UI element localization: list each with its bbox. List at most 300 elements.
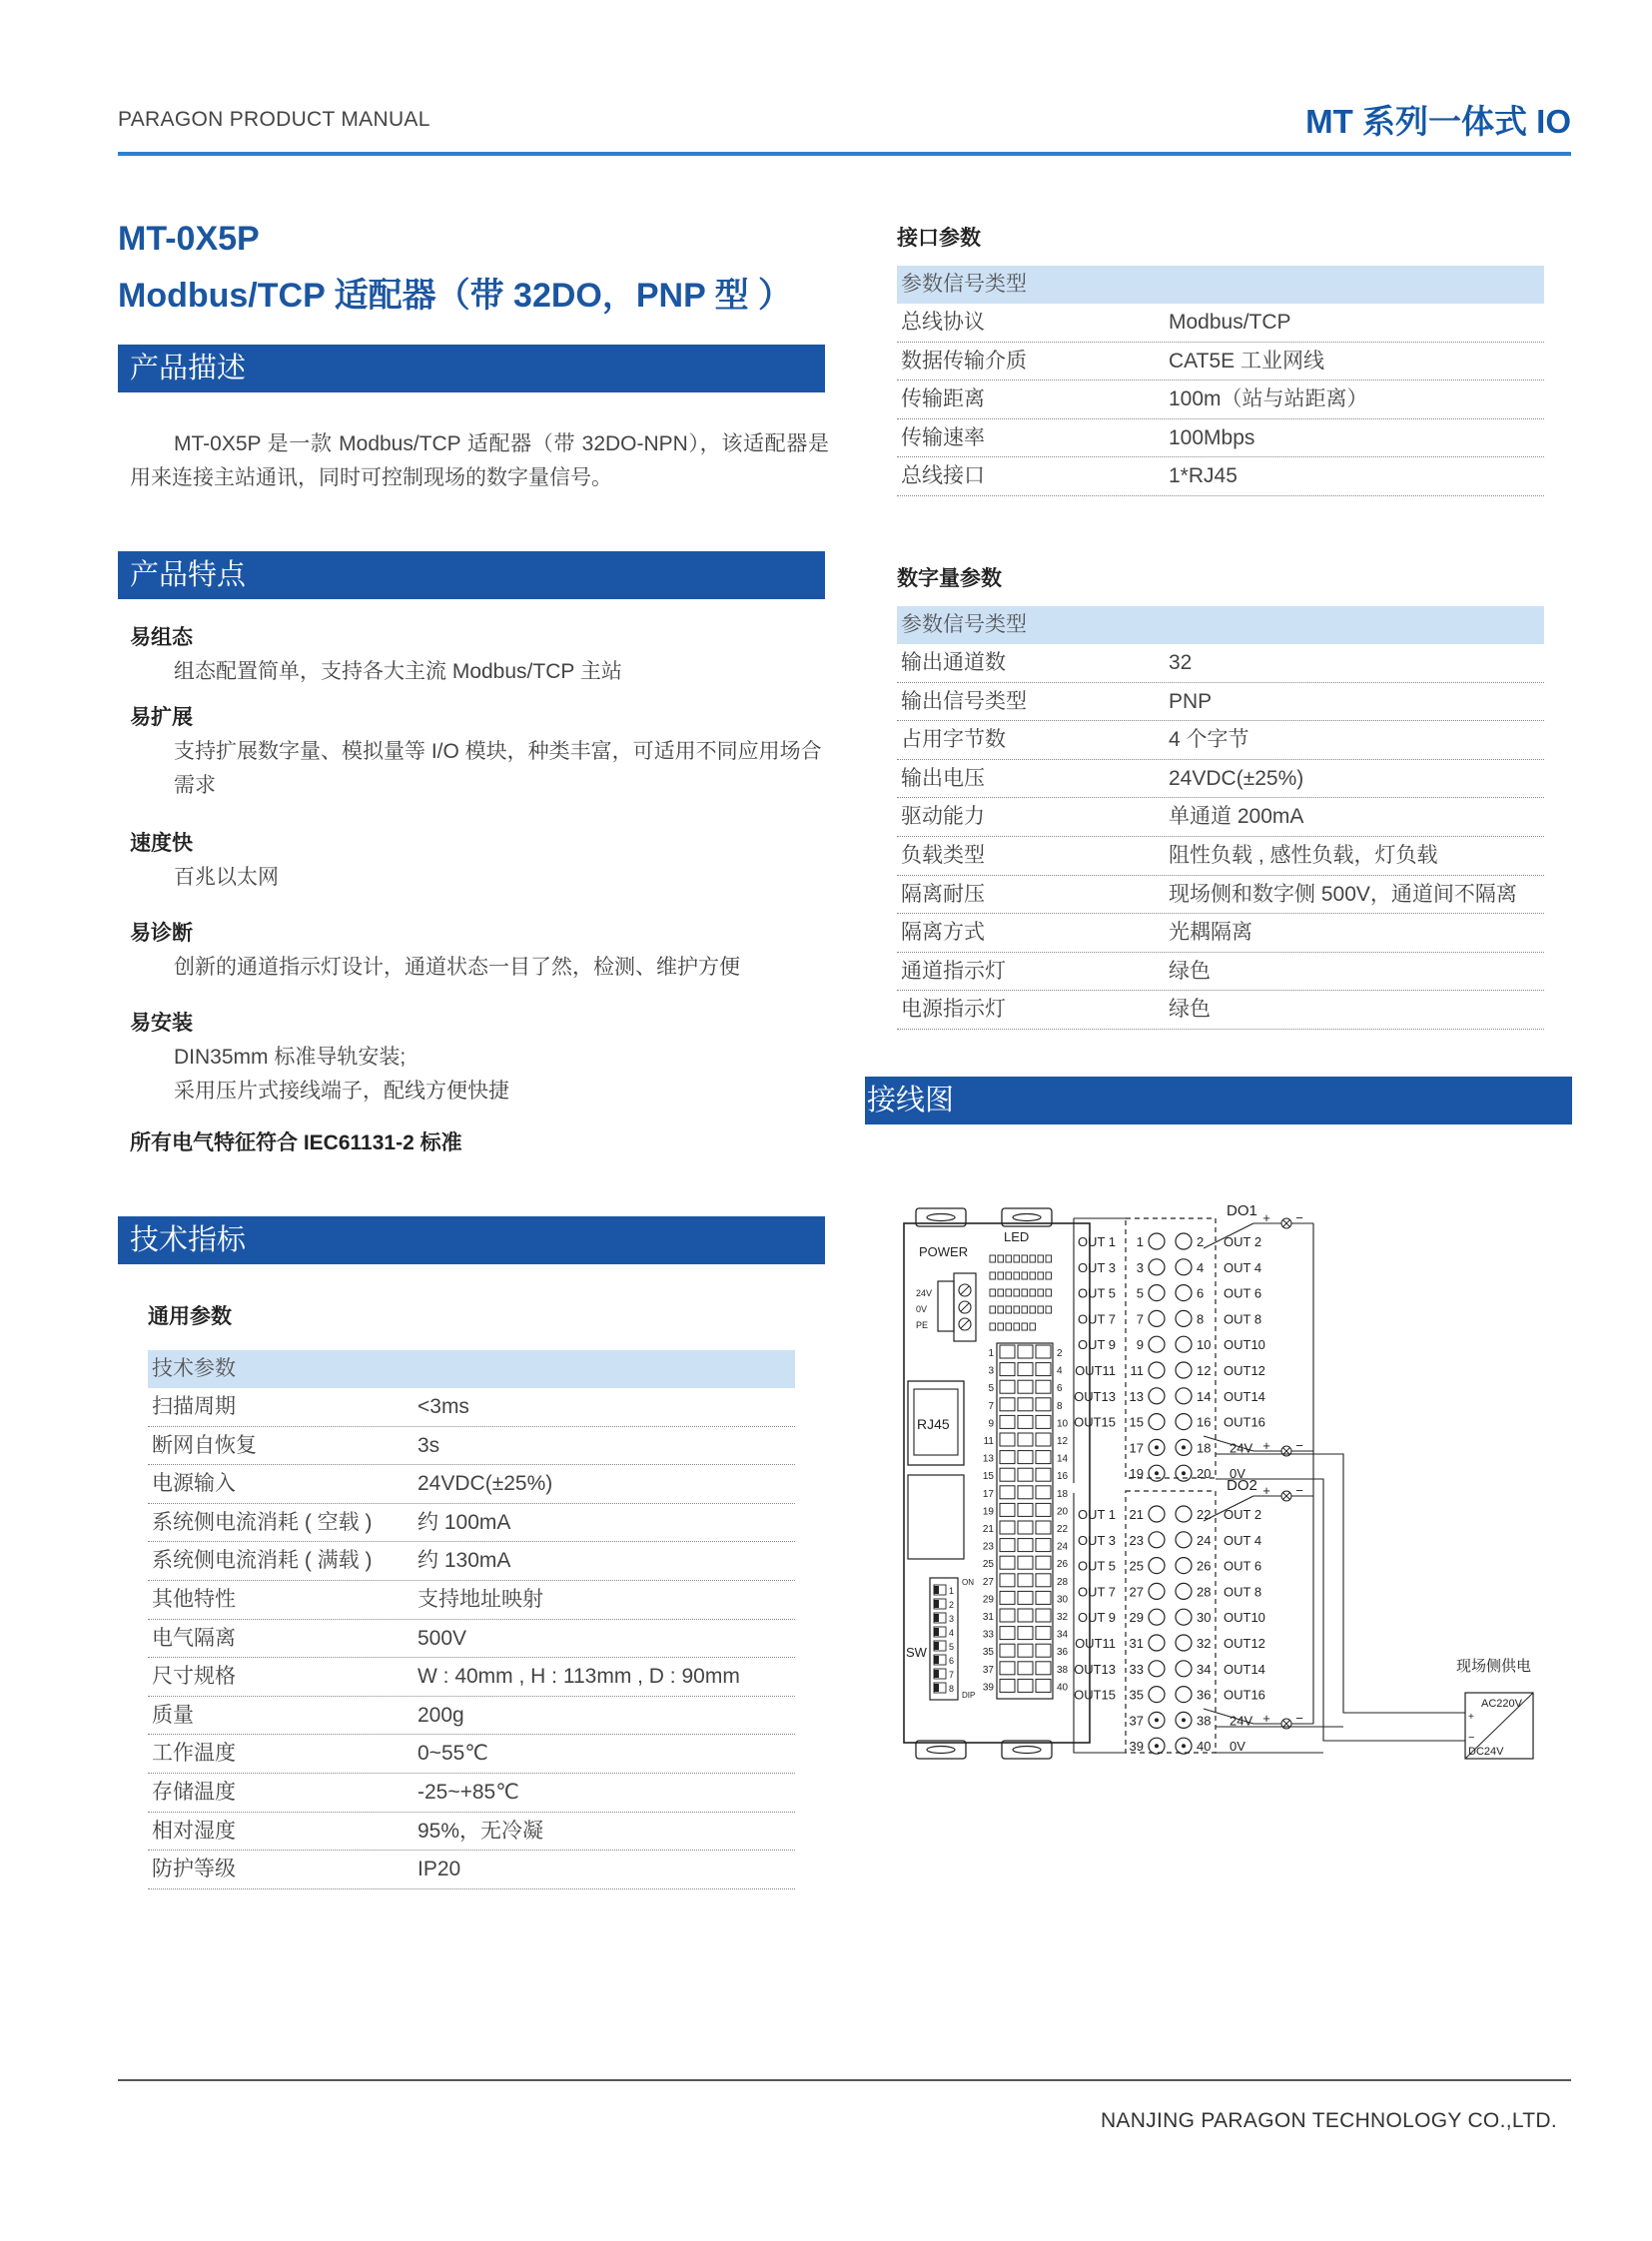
terminal-screw-icon xyxy=(1176,1233,1192,1249)
terminal-slot xyxy=(1036,1574,1051,1587)
interface-params-table xyxy=(897,266,1544,496)
table-row xyxy=(897,914,1544,953)
terminal-slot xyxy=(1000,1451,1015,1464)
feature-title: 易安装 xyxy=(130,1012,193,1035)
general-params-table xyxy=(148,1350,795,1889)
terminal-slot xyxy=(1000,1679,1015,1692)
terminal-slot xyxy=(1036,1556,1051,1569)
feature-title: 易组态 xyxy=(130,626,193,649)
terminal-number: 33 xyxy=(982,1629,994,1641)
sw-dip-label: DIP xyxy=(962,1691,976,1700)
table-row xyxy=(148,1427,795,1466)
param-value: -25~+85℃ xyxy=(417,1780,519,1804)
terminal-screw-icon xyxy=(1149,1362,1165,1378)
terminal-screw-icon xyxy=(1176,1414,1192,1430)
dip-number: 1 xyxy=(949,1586,955,1596)
table-row xyxy=(148,1697,795,1736)
terminal-slot xyxy=(1018,1433,1033,1446)
terminal-number: 6 xyxy=(1057,1383,1063,1395)
feature-body: 百兆以太网 xyxy=(174,866,279,889)
channel-led xyxy=(1022,1323,1028,1330)
channel-led xyxy=(1014,1289,1020,1296)
table-row xyxy=(148,1388,795,1427)
output-label: OUT16 xyxy=(1224,1414,1265,1430)
led-label: LED xyxy=(1004,1229,1030,1244)
terminal-slot xyxy=(1018,1644,1033,1657)
output-label: OUT 2 xyxy=(1224,1234,1262,1249)
description-text: MT-0X5P 是一款 Modbus/TCP 适配器（带 32DO-NPN），该适配器是用来连接主站通讯，同时可控制现场的数字量信号。 xyxy=(130,432,829,489)
terminal-number: 13 xyxy=(1129,1388,1144,1404)
terminal-number: 39 xyxy=(1129,1739,1144,1755)
channel-led xyxy=(998,1323,1004,1330)
terminal-number: 31 xyxy=(982,1612,994,1623)
terminal-number: 16 xyxy=(1197,1414,1212,1430)
terminal-screw-icon xyxy=(1176,1285,1192,1301)
compliance-note: 所有电气特征符合 IEC61131-2 标准 xyxy=(130,1131,462,1154)
power-label: POWER xyxy=(919,1244,969,1259)
param-name: 质量 xyxy=(152,1703,194,1727)
dip-number: 6 xyxy=(949,1656,955,1666)
terminal-number: 39 xyxy=(982,1682,994,1694)
terminal-number: 19 xyxy=(982,1506,994,1518)
output-label: OUT 9 xyxy=(1077,1610,1116,1626)
terminal-number: 13 xyxy=(982,1453,994,1465)
output-label: OUT 6 xyxy=(1224,1558,1262,1574)
terminal-slot xyxy=(1018,1609,1033,1622)
description-heading: 产品描述 xyxy=(118,345,825,392)
param-name: 断网自恢复 xyxy=(152,1433,257,1457)
param-name: 输出电压 xyxy=(901,766,985,790)
feature-body: 组态配置简单，支持各大主流 Modbus/TCP 主站 xyxy=(174,660,622,683)
terminal-slot xyxy=(1000,1591,1015,1604)
terminal-number: 19 xyxy=(1129,1466,1144,1482)
channel-led xyxy=(990,1272,996,1279)
table-row xyxy=(148,1620,795,1659)
table-header: 技术参数 xyxy=(148,1350,795,1388)
footer-company: NANJING PARAGON TECHNOLOGY CO.,LTD. xyxy=(1100,2109,1557,2132)
terminal-number: 40 xyxy=(1197,1739,1212,1755)
terminal-screw-icon xyxy=(1149,1414,1165,1430)
param-value: 500V xyxy=(417,1626,467,1650)
terminal-slot xyxy=(1000,1468,1015,1481)
terminal-slot xyxy=(1000,1433,1015,1446)
param-name: 总线协议 xyxy=(901,311,985,334)
table-row xyxy=(897,876,1544,915)
terminal-slot xyxy=(1018,1679,1033,1692)
terminal-screw-icon xyxy=(1149,1336,1165,1352)
dip-number: 7 xyxy=(949,1670,955,1680)
param-value: 24VDC(±25%) xyxy=(417,1472,553,1496)
channel-led xyxy=(1014,1272,1020,1279)
terminal-number: 20 xyxy=(1197,1466,1212,1482)
terminal-number: 10 xyxy=(1197,1337,1212,1353)
dip-lever xyxy=(934,1614,939,1622)
minus-sign: − xyxy=(1295,1483,1303,1498)
terminal-screw-icon xyxy=(1149,1635,1165,1651)
terminal-screw-icon xyxy=(1149,1233,1165,1249)
feature-title: 易诊断 xyxy=(130,922,193,945)
output-label: OUT10 xyxy=(1224,1337,1265,1353)
param-value: 绿色 xyxy=(1169,959,1211,983)
terminal-number: 17 xyxy=(1129,1440,1144,1456)
table-row xyxy=(897,760,1544,799)
output-label: OUT10 xyxy=(1224,1610,1265,1626)
terminal-number: 25 xyxy=(982,1559,994,1571)
terminal-number: 4 xyxy=(1197,1259,1205,1275)
table-row xyxy=(897,721,1544,760)
channel-led xyxy=(1014,1323,1020,1330)
channel-led xyxy=(1046,1255,1052,1262)
param-name: 输出信号类型 xyxy=(901,689,1027,713)
terminal-slot xyxy=(1000,1662,1015,1675)
table-row xyxy=(897,419,1544,458)
channel-led xyxy=(1022,1255,1028,1262)
param-name: 输出通道数 xyxy=(901,651,1006,674)
output-label: OUT11 xyxy=(1075,1636,1116,1651)
table-row xyxy=(897,837,1544,876)
terminal-slot xyxy=(1000,1627,1015,1640)
terminal-number: 11 xyxy=(983,1436,994,1447)
dip-number: 3 xyxy=(949,1614,955,1624)
table-row xyxy=(897,991,1544,1030)
terminal-number: 7 xyxy=(988,1400,994,1412)
output-label: OUT 1 xyxy=(1077,1234,1116,1249)
terminal-screw-icon xyxy=(1149,1388,1165,1404)
terminal-slot xyxy=(1018,1380,1033,1393)
terminal-screw-icon xyxy=(1149,1558,1165,1574)
terminal-screw-icon xyxy=(1149,1609,1165,1625)
footer-rule xyxy=(118,2079,1571,2081)
psu-ac-label: AC220V xyxy=(1481,1698,1522,1710)
terminal-slot xyxy=(1000,1521,1015,1534)
sw-on-label: ON xyxy=(962,1578,974,1587)
terminal-screw-icon xyxy=(1176,1558,1192,1574)
terminal-number: 36 xyxy=(1057,1647,1069,1659)
param-name: 驱动能力 xyxy=(901,805,985,829)
param-name: 尺寸规格 xyxy=(152,1665,236,1689)
minus-sign: − xyxy=(1295,1711,1303,1726)
param-name: 负载类型 xyxy=(901,843,985,867)
terminal-number: 9 xyxy=(988,1418,994,1430)
param-value: 95%，无冷凝 xyxy=(417,1819,544,1843)
output-label: OUT 1 xyxy=(1077,1507,1116,1522)
output-label: OUT14 xyxy=(1224,1388,1265,1404)
terminal-slot xyxy=(1000,1503,1015,1516)
output-label: OUT 4 xyxy=(1224,1259,1262,1275)
terminal-slot xyxy=(1036,1609,1051,1622)
terminal-slot xyxy=(1036,1503,1051,1516)
param-value: 0~55℃ xyxy=(417,1742,488,1766)
terminal-slot xyxy=(1036,1486,1051,1499)
feature-body: 创新的通道指示灯设计，通道状态一目了然，检测、维护方便 xyxy=(174,956,740,979)
terminal-slot xyxy=(1018,1521,1033,1534)
terminal-number: 21 xyxy=(982,1524,994,1535)
terminal-number: 7 xyxy=(1136,1311,1144,1327)
terminal-number: 12 xyxy=(1197,1363,1212,1378)
output-label: OUT13 xyxy=(1074,1388,1116,1404)
terminal-number: 34 xyxy=(1057,1629,1069,1641)
terminal-screw-icon xyxy=(1176,1635,1192,1651)
terminal-number: 6 xyxy=(1197,1285,1205,1301)
output-label: OUT15 xyxy=(1074,1687,1116,1703)
param-value: 单通道 200mA xyxy=(1169,805,1304,829)
param-name: 相对湿度 xyxy=(152,1819,236,1843)
terminal-number: 10 xyxy=(1057,1418,1069,1430)
terminal-slot xyxy=(1000,1363,1015,1376)
param-value: 24VDC(±25%) xyxy=(1169,766,1304,790)
dip-number: 4 xyxy=(949,1628,955,1638)
terminal-slot xyxy=(1000,1398,1015,1411)
feature-body: 支持扩展数字量、模拟量等 I/O 模块，种类丰富，可适用不同应用场合需求 xyxy=(174,740,822,797)
dip-number: 5 xyxy=(949,1642,955,1652)
table-row xyxy=(897,798,1544,837)
dip-number: 2 xyxy=(949,1600,955,1610)
terminal-slot xyxy=(1000,1486,1015,1499)
channel-led xyxy=(1006,1255,1012,1262)
terminal-number: 32 xyxy=(1197,1636,1212,1651)
terminal-number: 37 xyxy=(982,1664,994,1676)
features-heading: 产品特点 xyxy=(118,551,825,599)
header-rule xyxy=(118,152,1571,156)
terminal-number: 14 xyxy=(1057,1453,1069,1465)
terminal-slot xyxy=(1000,1539,1015,1552)
terminal-number: 15 xyxy=(982,1471,994,1483)
output-label: OUT 8 xyxy=(1224,1584,1262,1600)
terminal-number: 2 xyxy=(1057,1348,1063,1359)
output-label: OUT 5 xyxy=(1077,1558,1116,1574)
channel-led xyxy=(1014,1255,1020,1262)
pin-label: 0V xyxy=(1230,1739,1245,1755)
plus-sign: + xyxy=(1262,1483,1270,1498)
terminal-slot xyxy=(1018,1627,1033,1640)
terminal-slot xyxy=(1018,1345,1033,1358)
terminal-number: 5 xyxy=(1136,1285,1144,1301)
param-name: 电气隔离 xyxy=(152,1626,236,1650)
terminal-slot xyxy=(1036,1415,1051,1428)
param-value: PNP xyxy=(1169,689,1213,713)
channel-led xyxy=(1046,1289,1052,1296)
dip-lever xyxy=(934,1684,939,1692)
blank-panel xyxy=(908,1475,964,1559)
table-row xyxy=(897,457,1544,496)
param-name: 存储温度 xyxy=(152,1780,236,1804)
param-value: 光耦隔离 xyxy=(1169,921,1252,945)
terminal-number: 24 xyxy=(1197,1532,1212,1548)
terminal-number: 18 xyxy=(1197,1440,1212,1456)
terminal-number: 37 xyxy=(1129,1713,1144,1729)
channel-led xyxy=(1038,1255,1044,1262)
terminal-slot xyxy=(1018,1363,1033,1376)
terminal-number: 16 xyxy=(1057,1471,1069,1483)
table-row xyxy=(148,1851,795,1889)
terminal-slot xyxy=(1018,1591,1033,1604)
channel-led xyxy=(1022,1306,1028,1313)
param-name: 隔离耐压 xyxy=(901,882,985,906)
channel-led xyxy=(1038,1306,1044,1313)
channel-led xyxy=(1030,1289,1036,1296)
terminal-slot xyxy=(1018,1539,1033,1552)
product-model: MT-0X5P xyxy=(118,220,260,258)
table-row xyxy=(148,1774,795,1813)
table-row xyxy=(897,683,1544,722)
output-label: OUT 7 xyxy=(1077,1311,1116,1327)
terminal-screw-icon xyxy=(1176,1259,1192,1275)
terminal-number: 8 xyxy=(1197,1311,1205,1327)
pin-label: 24V xyxy=(1230,1713,1253,1729)
table-header: 参数信号类型 xyxy=(897,266,1544,304)
channel-led xyxy=(1046,1272,1052,1279)
channel-led xyxy=(1022,1272,1028,1279)
terminal-slot xyxy=(1036,1468,1051,1481)
psu-plus-label: + xyxy=(1468,1712,1474,1723)
digital-params-table xyxy=(897,606,1544,1030)
table-row xyxy=(897,644,1544,683)
power-pin-label: 0V xyxy=(916,1304,928,1314)
terminal-number: 26 xyxy=(1057,1559,1069,1571)
terminal-slot xyxy=(1018,1398,1033,1411)
terminal-number: 22 xyxy=(1197,1507,1212,1522)
param-value: 1*RJ45 xyxy=(1169,464,1238,488)
table-row xyxy=(897,343,1544,381)
param-name: 系统侧电流消耗 ( 满载 ) xyxy=(152,1549,373,1573)
terminal-screw-icon xyxy=(1176,1687,1192,1703)
table-row xyxy=(897,380,1544,419)
terminal-number: 29 xyxy=(1129,1610,1144,1626)
table-row xyxy=(148,1504,795,1543)
output-label: OUT16 xyxy=(1224,1687,1265,1703)
terminal-number: 35 xyxy=(982,1647,994,1659)
dip-lever xyxy=(934,1656,939,1664)
param-value: 绿色 xyxy=(1169,998,1211,1022)
terminal-number: 24 xyxy=(1057,1541,1069,1553)
table-row xyxy=(897,304,1544,343)
dip-lever xyxy=(934,1628,939,1636)
terminal-slot xyxy=(1018,1662,1033,1675)
param-name: 电源输入 xyxy=(152,1472,236,1496)
param-name: 其他特性 xyxy=(152,1587,236,1611)
terminal-number: 30 xyxy=(1197,1610,1212,1626)
terminal-number: 21 xyxy=(1129,1507,1144,1522)
terminal-number: 22 xyxy=(1057,1524,1069,1535)
table-row xyxy=(148,1813,795,1852)
terminal-screw-icon xyxy=(1149,1583,1165,1599)
terminal-slot xyxy=(1036,1398,1051,1411)
wiring-diagram xyxy=(894,1193,1532,1793)
dip-lever xyxy=(934,1670,939,1678)
terminal-slot xyxy=(1000,1556,1015,1569)
channel-led xyxy=(1046,1306,1052,1313)
header-left: PARAGON PRODUCT MANUAL xyxy=(118,108,430,131)
terminal-number: 33 xyxy=(1129,1661,1144,1677)
param-name: 传输速率 xyxy=(901,425,985,449)
channel-led xyxy=(1006,1272,1012,1279)
psu-dc-label: DC24V xyxy=(1468,1746,1504,1758)
terminal-screw-icon xyxy=(1176,1532,1192,1548)
channel-led xyxy=(990,1289,996,1296)
param-name: 传输距离 xyxy=(901,387,985,411)
terminal-slot xyxy=(1018,1503,1033,1516)
terminal-number: 28 xyxy=(1057,1576,1069,1588)
terminal-slot xyxy=(1036,1644,1051,1657)
terminal-number: 40 xyxy=(1057,1682,1069,1694)
terminal-slot xyxy=(1018,1574,1033,1587)
param-value: 100m（站与站距离） xyxy=(1169,387,1368,411)
terminal-slot xyxy=(1036,1433,1051,1446)
feature-body: DIN35mm 标准导轨安装; 采用压片式接线端子，配线方便快捷 xyxy=(174,1046,509,1103)
terminal-screw-icon xyxy=(1149,1259,1165,1275)
output-label: OUT15 xyxy=(1074,1414,1116,1430)
terminal-screw-icon xyxy=(1149,1506,1165,1522)
terminal-number: 11 xyxy=(1130,1363,1144,1378)
plus-sign: + xyxy=(1262,1210,1270,1225)
channel-led xyxy=(1030,1323,1036,1330)
channel-led xyxy=(1022,1289,1028,1296)
output-label: OUT11 xyxy=(1075,1363,1116,1378)
terminal-screw-icon xyxy=(1176,1661,1192,1677)
param-value: 阻性负载 , 感性负载，灯负载 xyxy=(1169,843,1438,867)
terminal-slot xyxy=(1000,1644,1015,1657)
terminal-number: 14 xyxy=(1197,1388,1212,1404)
param-value: 4 个字节 xyxy=(1169,728,1249,752)
terminal-number: 34 xyxy=(1197,1661,1212,1677)
terminal-screw-icon xyxy=(1176,1506,1192,1522)
terminal-number: 18 xyxy=(1057,1488,1069,1500)
param-value: 支持地址映射 xyxy=(417,1587,543,1611)
terminal-screw-icon xyxy=(1176,1362,1192,1378)
feature-title: 易扩展 xyxy=(130,706,193,729)
table-row xyxy=(897,953,1544,992)
channel-led xyxy=(990,1255,996,1262)
terminal-slot xyxy=(1036,1662,1051,1675)
output-label: OUT 4 xyxy=(1224,1532,1262,1548)
field-supply-label: 现场侧供电 xyxy=(1456,1658,1532,1675)
output-label: OUT 8 xyxy=(1224,1311,1262,1327)
terminal-slot xyxy=(1036,1679,1051,1692)
terminal-number: 31 xyxy=(1129,1636,1144,1651)
param-value: CAT5E 工业网线 xyxy=(1169,349,1324,373)
terminal-screw-icon xyxy=(1176,1310,1192,1326)
terminal-screw-icon xyxy=(1149,1532,1165,1548)
terminal-screw-icon xyxy=(1176,1388,1192,1404)
output-label: OUT 3 xyxy=(1077,1532,1116,1548)
param-value: Modbus/TCP xyxy=(1169,311,1291,334)
channel-led xyxy=(998,1289,1004,1296)
terminal-slot xyxy=(1036,1539,1051,1552)
terminal-screw-icon xyxy=(1176,1609,1192,1625)
param-value: 200g xyxy=(417,1703,464,1727)
terminal-screw-icon xyxy=(1149,1310,1165,1326)
table-row xyxy=(148,1542,795,1581)
terminal-number: 32 xyxy=(1057,1612,1069,1623)
param-name: 总线接口 xyxy=(901,464,985,488)
terminal-number: 3 xyxy=(988,1365,994,1377)
power-pin-label: PE xyxy=(916,1320,929,1330)
dip-number: 8 xyxy=(949,1684,955,1694)
table-header: 参数信号类型 xyxy=(897,606,1544,644)
terminal-screw-icon xyxy=(1176,1336,1192,1352)
do2-label: DO2 xyxy=(1227,1477,1257,1494)
output-label: OUT12 xyxy=(1224,1363,1265,1378)
param-value: 约 100mA xyxy=(417,1510,511,1534)
terminal-slot xyxy=(1036,1451,1051,1464)
sw-label: SW xyxy=(906,1645,927,1660)
product-subtitle: Modbus/TCP 适配器（带 32DO，PNP 型 ） xyxy=(118,277,793,315)
terminal-screw-icon xyxy=(1149,1285,1165,1301)
output-label: OUT14 xyxy=(1224,1661,1265,1677)
feature-title: 速度快 xyxy=(130,832,193,855)
terminal-number: 27 xyxy=(982,1576,994,1588)
dip-lever xyxy=(934,1642,939,1650)
